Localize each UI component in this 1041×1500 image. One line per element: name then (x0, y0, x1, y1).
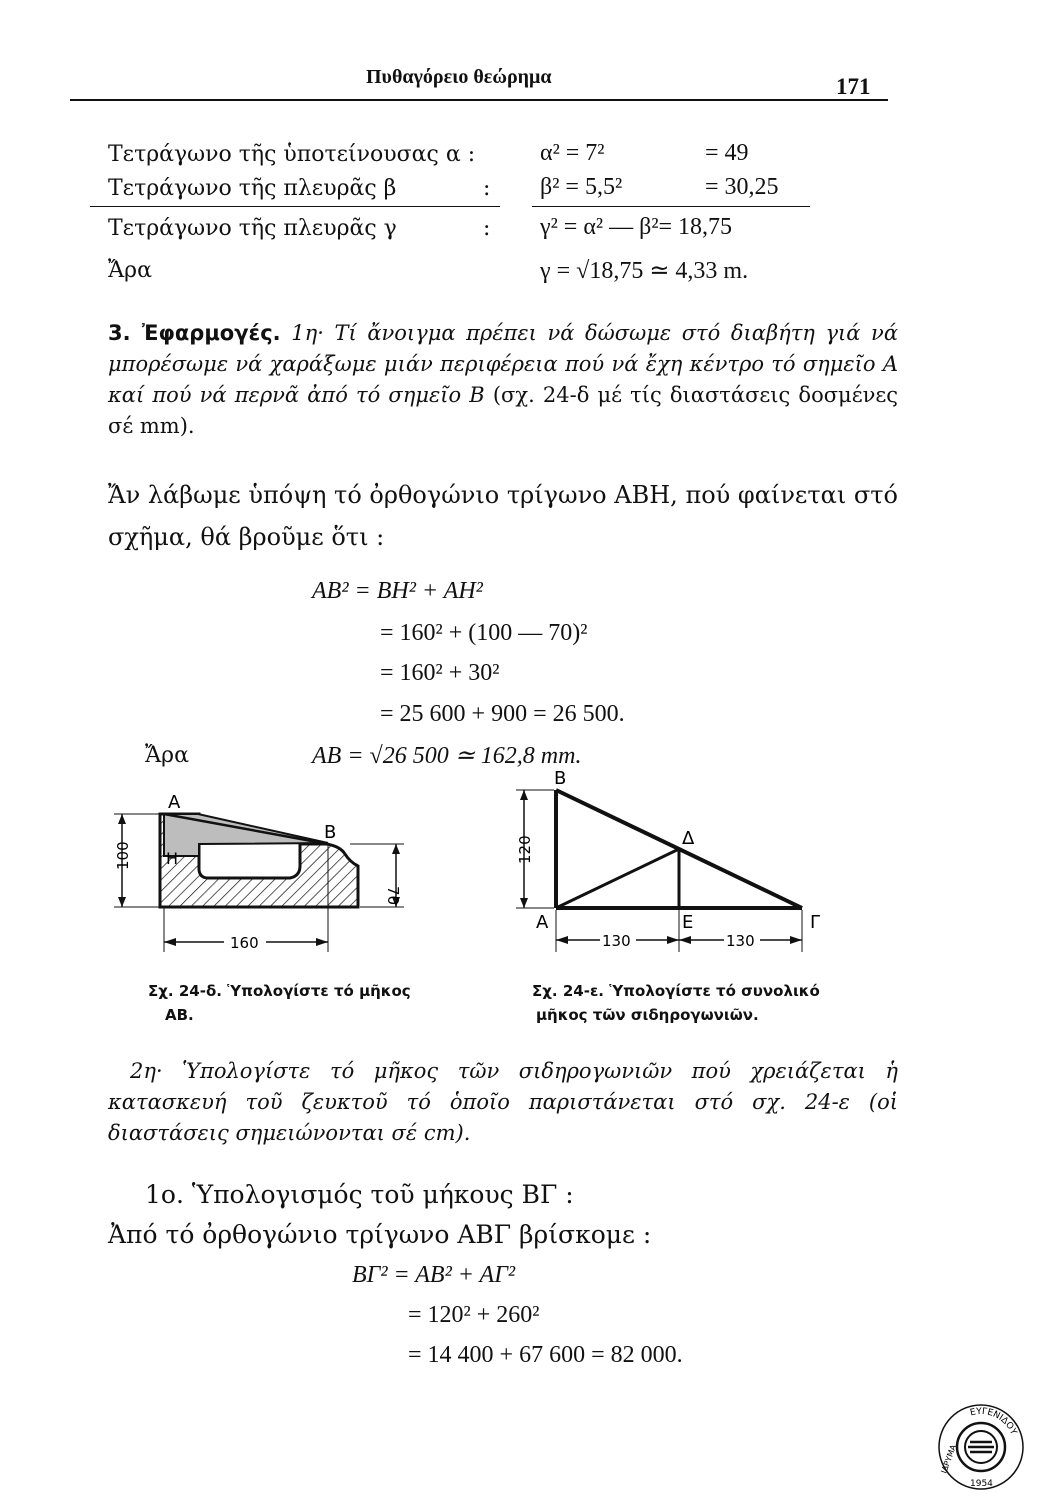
page-number: 171 (836, 74, 871, 99)
section2-number: 2η· (130, 1059, 163, 1083)
table-row-3-colon: : (483, 216, 491, 241)
dim-height-120: 120 (516, 835, 534, 864)
paragraph-abh: Ἄν λάβωμε ὑπόψη τό ὀρθογώνιο τρίγωνο ABH, πού φαίνεται στό σχῆμα, θά βροῦμε ὅτι : (108, 481, 898, 551)
table-row-4-expr: γ = √18,75 ≃ 4,33 m. (540, 258, 749, 284)
section3-reference: (σχ. 24-δ μέ τίς διαστάσεις δοσμένες σέ mm). (108, 383, 898, 438)
eq2-line3: = 14 400 + 67 600 = 82 000. (408, 1342, 683, 1368)
stamp-year: 1954 (970, 1479, 993, 1489)
label-b: B (324, 822, 337, 843)
table-row-4-label: Ἄρα (108, 258, 152, 283)
section3-heading: 3. Ἐφαρμογές. (108, 321, 281, 345)
stamp-top-text: ΕΥΓΕΝΙΔΟΥ (969, 1406, 1019, 1437)
step1-heading: 1ο. Ὑπολογισμός τοῦ μήκους ΒΓ : (145, 1180, 574, 1209)
table-rule-right (532, 206, 810, 207)
section2-question: Ὑπολογίστε τό μῆκος τῶν σιδηρογωνιῶν πού χρειάζεται ἡ κατασκευή τοῦ ζευκτοῦ τό ὁποῖο παριστάνεται στό σχ. 24-ε (οἱ διαστάσεις σημειώνονται σέ cm). (108, 1059, 898, 1145)
table-row-1-label: Τετράγωνο τῆς ὑποτείνουσας α : (108, 142, 476, 167)
section3-paragraph (108, 318, 898, 442)
table-row-2-label: Τετράγωνο τῆς πλευρᾶς β (108, 176, 397, 201)
section2-paragraph (108, 1056, 898, 1149)
table-row-3-expr: γ² = α² — β²= 18,75 (540, 214, 733, 240)
caption-24e-line1: Σχ. 24-ε. Ὑπολογίστε τό συνολικό (532, 982, 820, 1000)
label-delta: Δ (682, 828, 695, 849)
strut-ad (556, 849, 679, 908)
table-row-1-result: = 49 (705, 140, 749, 166)
section3-number: 1η· (291, 321, 324, 345)
table-row-3-label: Τετράγωνο τῆς πλευρᾶς γ (108, 216, 397, 241)
eq1-line4: = 25 600 + 900 = 26 500. (380, 701, 625, 727)
table-row-2-expr: β² = 5,5² (540, 174, 623, 200)
table-row-2-result: = 30,25 (705, 174, 779, 200)
caption-24d-line1: Σχ. 24-δ. Ὑπολογίστε τό μῆκος (148, 982, 411, 1000)
stamp-left-text: ΙΔΡΥΜΑ (939, 1443, 959, 1475)
figure-24d (100, 782, 540, 982)
table-row-2-colon: : (483, 176, 491, 201)
table-row-1-expr: α² = 7² (540, 140, 605, 166)
figure-24e (506, 768, 836, 968)
label-a: A (168, 792, 181, 813)
eq1-line3: = 160² + 30² (380, 660, 500, 686)
running-title: Πυθαγόρειο θεώρημα (366, 66, 552, 88)
label-h: H (166, 849, 179, 868)
ara-label: Ἄρα (145, 743, 189, 768)
eq1-line2: = 160² + (100 — 70)² (380, 620, 588, 646)
eq1-line5: AB = √26 500 ≃ 162,8 mm. (312, 743, 582, 769)
caption-24d-line2: AB. (165, 1006, 194, 1024)
step1-intro: Ἀπό τό ὀρθογώνιο τρίγωνο ΑΒΓ βρίσκομε : (108, 1220, 652, 1249)
dim-base-right-130: 130 (726, 932, 755, 950)
label-a: A (536, 912, 549, 933)
dim-left-100: 100 (114, 841, 132, 870)
eq2-line1: ΒΓ² = ΑΒ² + ΑΓ² (352, 1262, 516, 1288)
dim-base-left-130: 130 (602, 932, 631, 950)
eq1-line1: AB² = BH² + AH² (312, 578, 483, 604)
eq2-line2: = 120² + 260² (408, 1302, 540, 1328)
table-rule-left (90, 206, 500, 207)
label-e: E (682, 912, 694, 933)
foundation-stamp (936, 1402, 1026, 1492)
caption-24e-line2: μῆκος τῶν σιδηρογωνιῶν. (536, 1006, 759, 1024)
label-b: B (554, 768, 567, 789)
dim-right-70: 70 (384, 886, 402, 906)
section3-question: Τί ἄνοιγμα πρέπει νά δώσωμε στό διαβήτη γιά νά μπορέσωμε νά χαράξωμε μιάν περιφέρεια πού νά ἔχη κέντρο τό σημεῖο A καί πού νά περνᾶ ἀπό τό σημεῖο B (108, 321, 898, 407)
label-gamma: Γ (810, 912, 821, 933)
header-rule (70, 99, 888, 101)
dim-bottom-160: 160 (230, 934, 259, 952)
